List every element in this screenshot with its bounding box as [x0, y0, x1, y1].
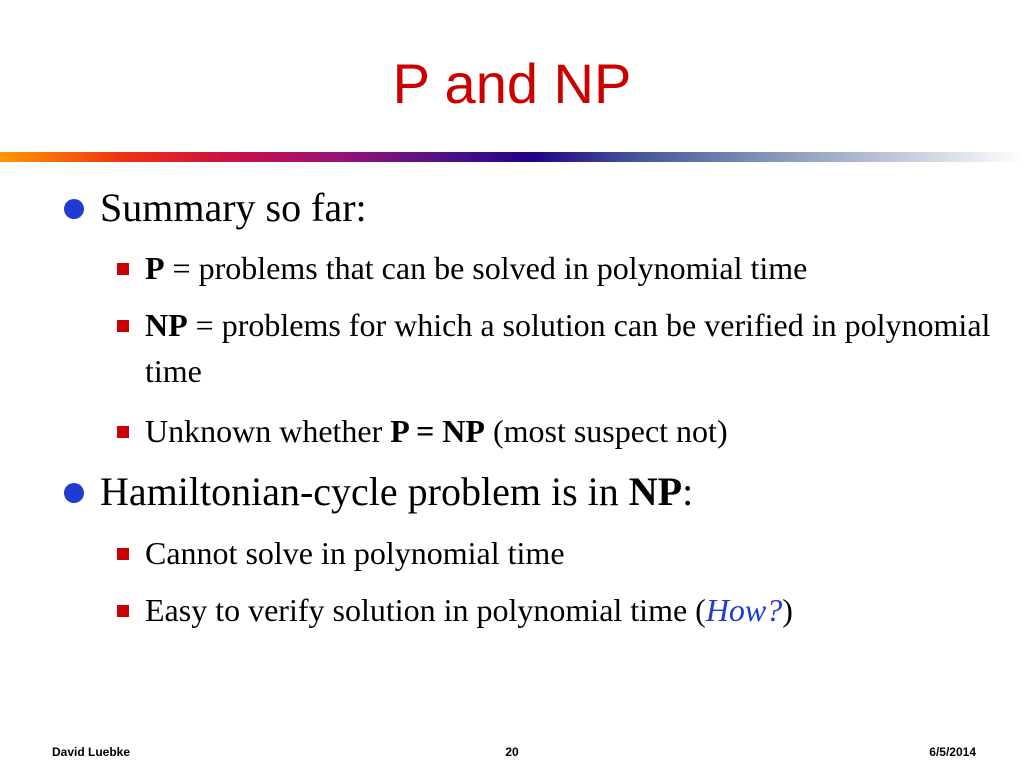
definition-p: = problems that can be solved in polynomial time	[164, 250, 808, 286]
bullet-hamiltonian	[100, 468, 693, 516]
unknown-prefix: Unknown whether	[145, 413, 391, 449]
sub-bullet-square-icon	[117, 426, 129, 438]
hamiltonian-prefix: Hamiltonian-cycle problem is in	[100, 469, 629, 514]
verify-prefix: Easy to verify solution in polynomial time (	[145, 592, 706, 628]
sub-bullet-square-icon	[117, 548, 129, 560]
footer-page-number: 20	[505, 745, 519, 759]
definition-np: = problems for which a solution can be verified in polynomial time	[145, 307, 991, 389]
verify-suffix: )	[782, 592, 793, 628]
unknown-suffix: (most suspect not)	[484, 413, 728, 449]
sub-bullet-unknown	[145, 408, 1005, 454]
sub-bullet-square-icon	[117, 605, 129, 617]
slide-title: P and NP	[392, 52, 632, 115]
term-np-class: NP	[628, 469, 683, 514]
footer-author: David Luebke	[52, 745, 131, 759]
sub-bullet-square-icon	[117, 320, 129, 332]
sub-bullet-p	[145, 245, 1005, 291]
how-question: How?	[705, 592, 783, 628]
sub-bullet-np	[145, 302, 1005, 394]
term-p: P	[145, 250, 165, 286]
footer-date: 6/5/2014	[929, 745, 976, 759]
term-p-equals-np: P = NP	[390, 413, 485, 449]
sub-bullet-easy-verify	[145, 587, 1005, 633]
sub-bullet-square-icon	[117, 263, 129, 275]
bullet-dot-icon	[64, 199, 84, 219]
bullet-dot-icon	[64, 483, 84, 503]
sub-bullet-cannot-solve: Cannot solve in polynomial time	[145, 535, 565, 571]
hamiltonian-colon: :	[682, 469, 694, 514]
bullet-summary: Summary so far:	[100, 185, 367, 230]
term-np: NP	[145, 307, 188, 343]
